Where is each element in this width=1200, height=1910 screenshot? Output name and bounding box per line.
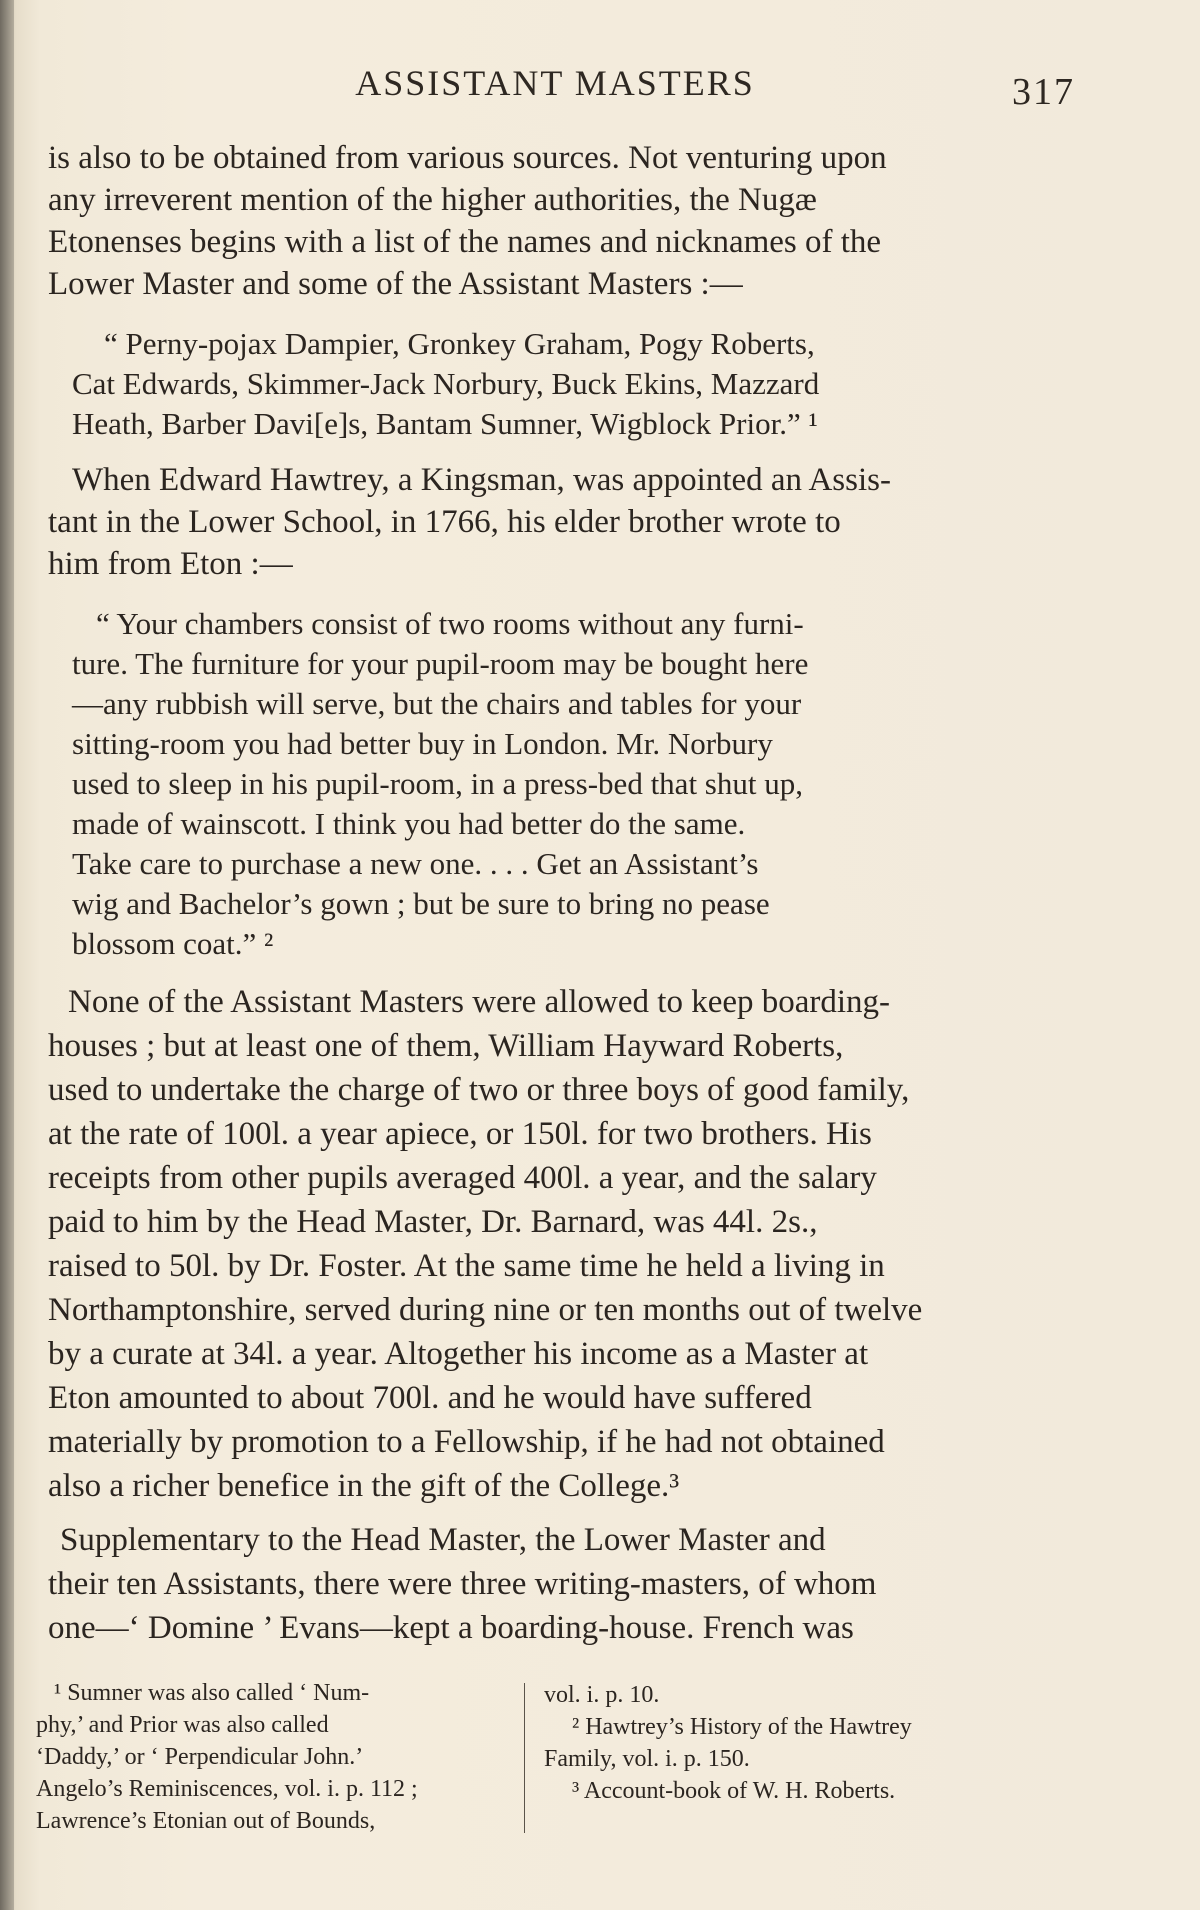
footnote-line: Family, vol. i. p. 150. (544, 1746, 750, 1772)
body-line: is also to be obtained from various sources. Not venturing upon (48, 140, 887, 176)
page-gutter (0, 0, 14, 1910)
body-line: materially by promotion to a Fellowship, if he had not obtained (48, 1424, 885, 1460)
body-line: Supplementary to the Head Master, the Lower Master and (60, 1522, 826, 1558)
body-line: None of the Assistant Masters were allowed to keep boarding- (68, 984, 891, 1020)
body-line: Etonenses begins with a list of the names and nicknames of the (48, 224, 882, 260)
body-line: one—‘ Domine ’ Evans—kept a boarding-house. French was (48, 1610, 854, 1646)
body-line: by a curate at 34l. a year. Altogether his income as a Master at (48, 1336, 869, 1372)
running-title: ASSISTANT MASTERS (355, 63, 755, 103)
quote-line: made of wainscott. I think you had better do the same. (72, 806, 746, 841)
page-number: 317 (1012, 71, 1075, 113)
footnote-line: Angelo’s Reminiscences, vol. i. p. 112 ; (36, 1776, 418, 1802)
body-line: houses ; but at least one of them, William Hayward Roberts, (48, 1028, 844, 1064)
body-line: raised to 50l. by Dr. Foster. At the same time he held a living in (48, 1248, 885, 1284)
quote-line: sitting-room you had better buy in London. Mr. Norbury (72, 726, 773, 761)
footnote-divider (524, 1683, 525, 1833)
quote-line: blossom coat.” ² (72, 926, 274, 961)
body-line: any irreverent mention of the higher authorities, the Nugæ (48, 182, 817, 218)
quote-line: “ Perny-pojax Dampier, Gronkey Graham, Pogy Roberts, (104, 326, 815, 361)
body-line: Lower Master and some of the Assistant Masters :— (48, 266, 743, 302)
body-line: Eton amounted to about 700l. and he would have suffered (48, 1380, 812, 1416)
quote-line: Take care to purchase a new one. . . . Get an Assistant’s (72, 846, 759, 881)
body-line: paid to him by the Head Master, Dr. Barnard, was 44l. 2s., (48, 1204, 818, 1240)
body-line: their ten Assistants, there were three writing-masters, of whom (48, 1566, 877, 1602)
footnote-line: Lawrence’s Etonian out of Bounds, (36, 1808, 376, 1834)
body-line: him from Eton :— (48, 546, 293, 582)
body-line: tant in the Lower School, in 1766, his elder brother wrote to (48, 504, 841, 540)
footnote-line: ¹ Sumner was also called ‘ Num- (54, 1680, 370, 1706)
body-line: used to undertake the charge of two or three boys of good family, (48, 1072, 910, 1108)
quote-line: used to sleep in his pupil-room, in a press-bed that shut up, (72, 766, 803, 801)
body-line: also a richer benefice in the gift of the College.³ (48, 1468, 680, 1504)
footnote-line: ² Hawtrey’s History of the Hawtrey (572, 1714, 912, 1740)
body-line: receipts from other pupils averaged 400l. a year, and the salary (48, 1160, 877, 1196)
footnote-line: phy,’ and Prior was also called (36, 1712, 329, 1738)
quote-line: Heath, Barber Davi[e]s, Bantam Sumner, Wigblock Prior.” ¹ (72, 406, 818, 441)
quote-line: wig and Bachelor’s gown ; but be sure to bring no pease (72, 886, 770, 921)
footnote-line: ³ Account-book of W. H. Roberts. (572, 1778, 896, 1804)
quote-line: —any rubbish will serve, but the chairs and tables for your (72, 686, 802, 721)
body-line: at the rate of 100l. a year apiece, or 150l. for two brothers. His (48, 1116, 872, 1152)
footnote-line: vol. i. p. 10. (544, 1682, 660, 1708)
quote-line: Cat Edwards, Skimmer-Jack Norbury, Buck Ekins, Mazzard (72, 366, 820, 401)
quote-line: “ Your chambers consist of two rooms without any furni- (96, 606, 804, 641)
body-line: Northamptonshire, served during nine or ten months out of twelve (48, 1292, 923, 1328)
body-line: When Edward Hawtrey, a Kingsman, was appointed an Assis- (72, 462, 891, 498)
quote-line: ture. The furniture for your pupil-room may be bought here (72, 646, 809, 681)
footnote-line: ‘Daddy,’ or ‘ Perpendicular John.’ (36, 1744, 364, 1770)
